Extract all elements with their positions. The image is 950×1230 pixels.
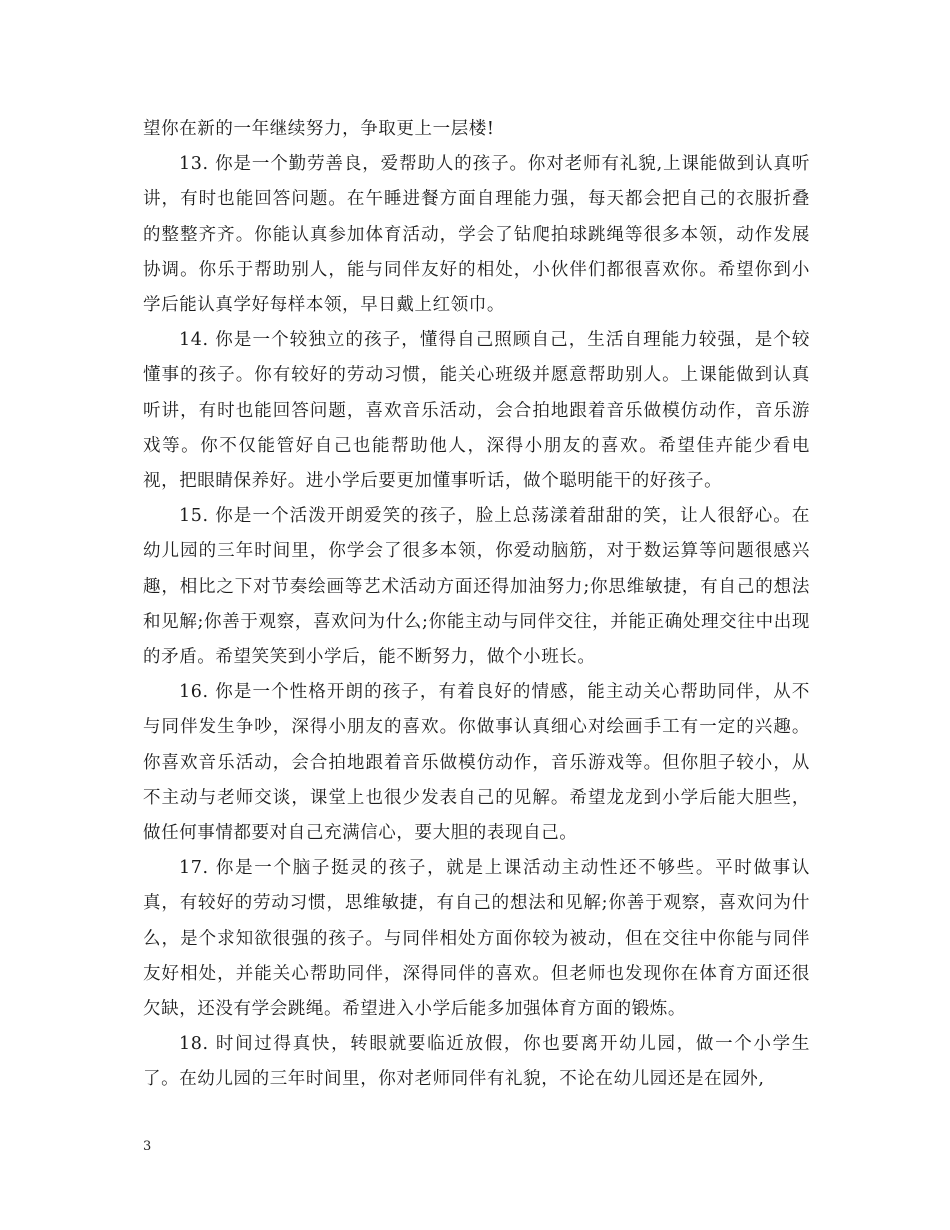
paragraph-18: 18. 时间过得真快，转眼就要临近放假，你也要离开幼儿园，做一个小学生了。在幼儿园的三年时间里，你对老师同伴有礼貌，不论在幼儿园还是在园外, [143,1034,810,1090]
document-body [143,112,810,1098]
paragraph-15: 15. 你是一个活泼开朗爱笑的孩子，脸上总荡漾着甜甜的笑，让人很舒心。在幼儿园的三年时间里，你学会了很多本领，你爱动脑筋，对于数运算等问题很感兴趣，相比之下对节奏绘画等艺术活动方面还得加油努力;你思维敏捷，有自己的想法和见解;你善于观察，喜欢问为什么;你能主动与同伴交往，并能正确处理交往中出现的矛盾。希望笑笑到小学后，能不断努力，做个小班长。 [143,506,810,668]
paragraph-16: 16. 你是一个性格开朗的孩子，有着良好的情感，能主动关心帮助同伴，从不与同伴发生争吵，深得小朋友的喜欢。你做事认真细心对绘画手工有一定的兴趣。你喜欢音乐活动，会合拍地跟着音乐做模仿动作，音乐游戏等。但你胆子较小，从不主动与老师交谈，课堂上也很少发表自己的见解。希望龙龙到小学后能大胆些，做任何事情都要对自己充满信心，要大胆的表现自己。 [143,682,810,844]
paragraph-continuation: 望你在新的一年继续努力，争取更上一层楼! [143,119,495,139]
paragraph-13: 13. 你是一个勤劳善良，爱帮助人的孩子。你对老师有礼貌,上课能做到认真听讲，有时也能回答问题。在午睡进餐方面自理能力强，每天都会把自己的衣服折叠的整整齐齐。你能认真参加体育活动，学会了钻爬拍球跳绳等很多本领，动作发展协调。你乐于帮助别人，能与同伴友好的相处，小伙伴们都很喜欢你。希望你到小学后能认真学好每样本领，早日戴上红领巾。 [143,154,810,316]
paragraph-14: 14. 你是一个较独立的孩子，懂得自己照顾自己，生活自理能力较强，是个较懂事的孩子。你有较好的劳动习惯，能关心班级并愿意帮助别人。上课能做到认真听讲，有时也能回答问题，喜欢音乐活动，会合拍地跟着音乐做模仿动作，音乐游戏等。你不仅能管好自己也能帮助他人，深得小朋友的喜欢。希望佳卉能少看电视，把眼睛保养好。进小学后要更加懂事听话，做个聪明能干的好孩子。 [143,330,810,492]
paragraph-17: 17. 你是一个脑子挺灵的孩子，就是上课活动主动性还不够些。平时做事认真，有较好的劳动习惯，思维敏捷，有自己的想法和见解;你善于观察，喜欢问为什么，是个求知欲很强的孩子。与同伴相处方面你较为被动，但在交往中你能与同伴友好相处，并能关心帮助同伴，深得同伴的喜欢。但老师也发现你在体育方面还很欠缺，还没有学会跳绳。希望进入小学后能多加强体育方面的锻炼。 [143,858,810,1020]
page-number: 3 [143,1139,152,1154]
